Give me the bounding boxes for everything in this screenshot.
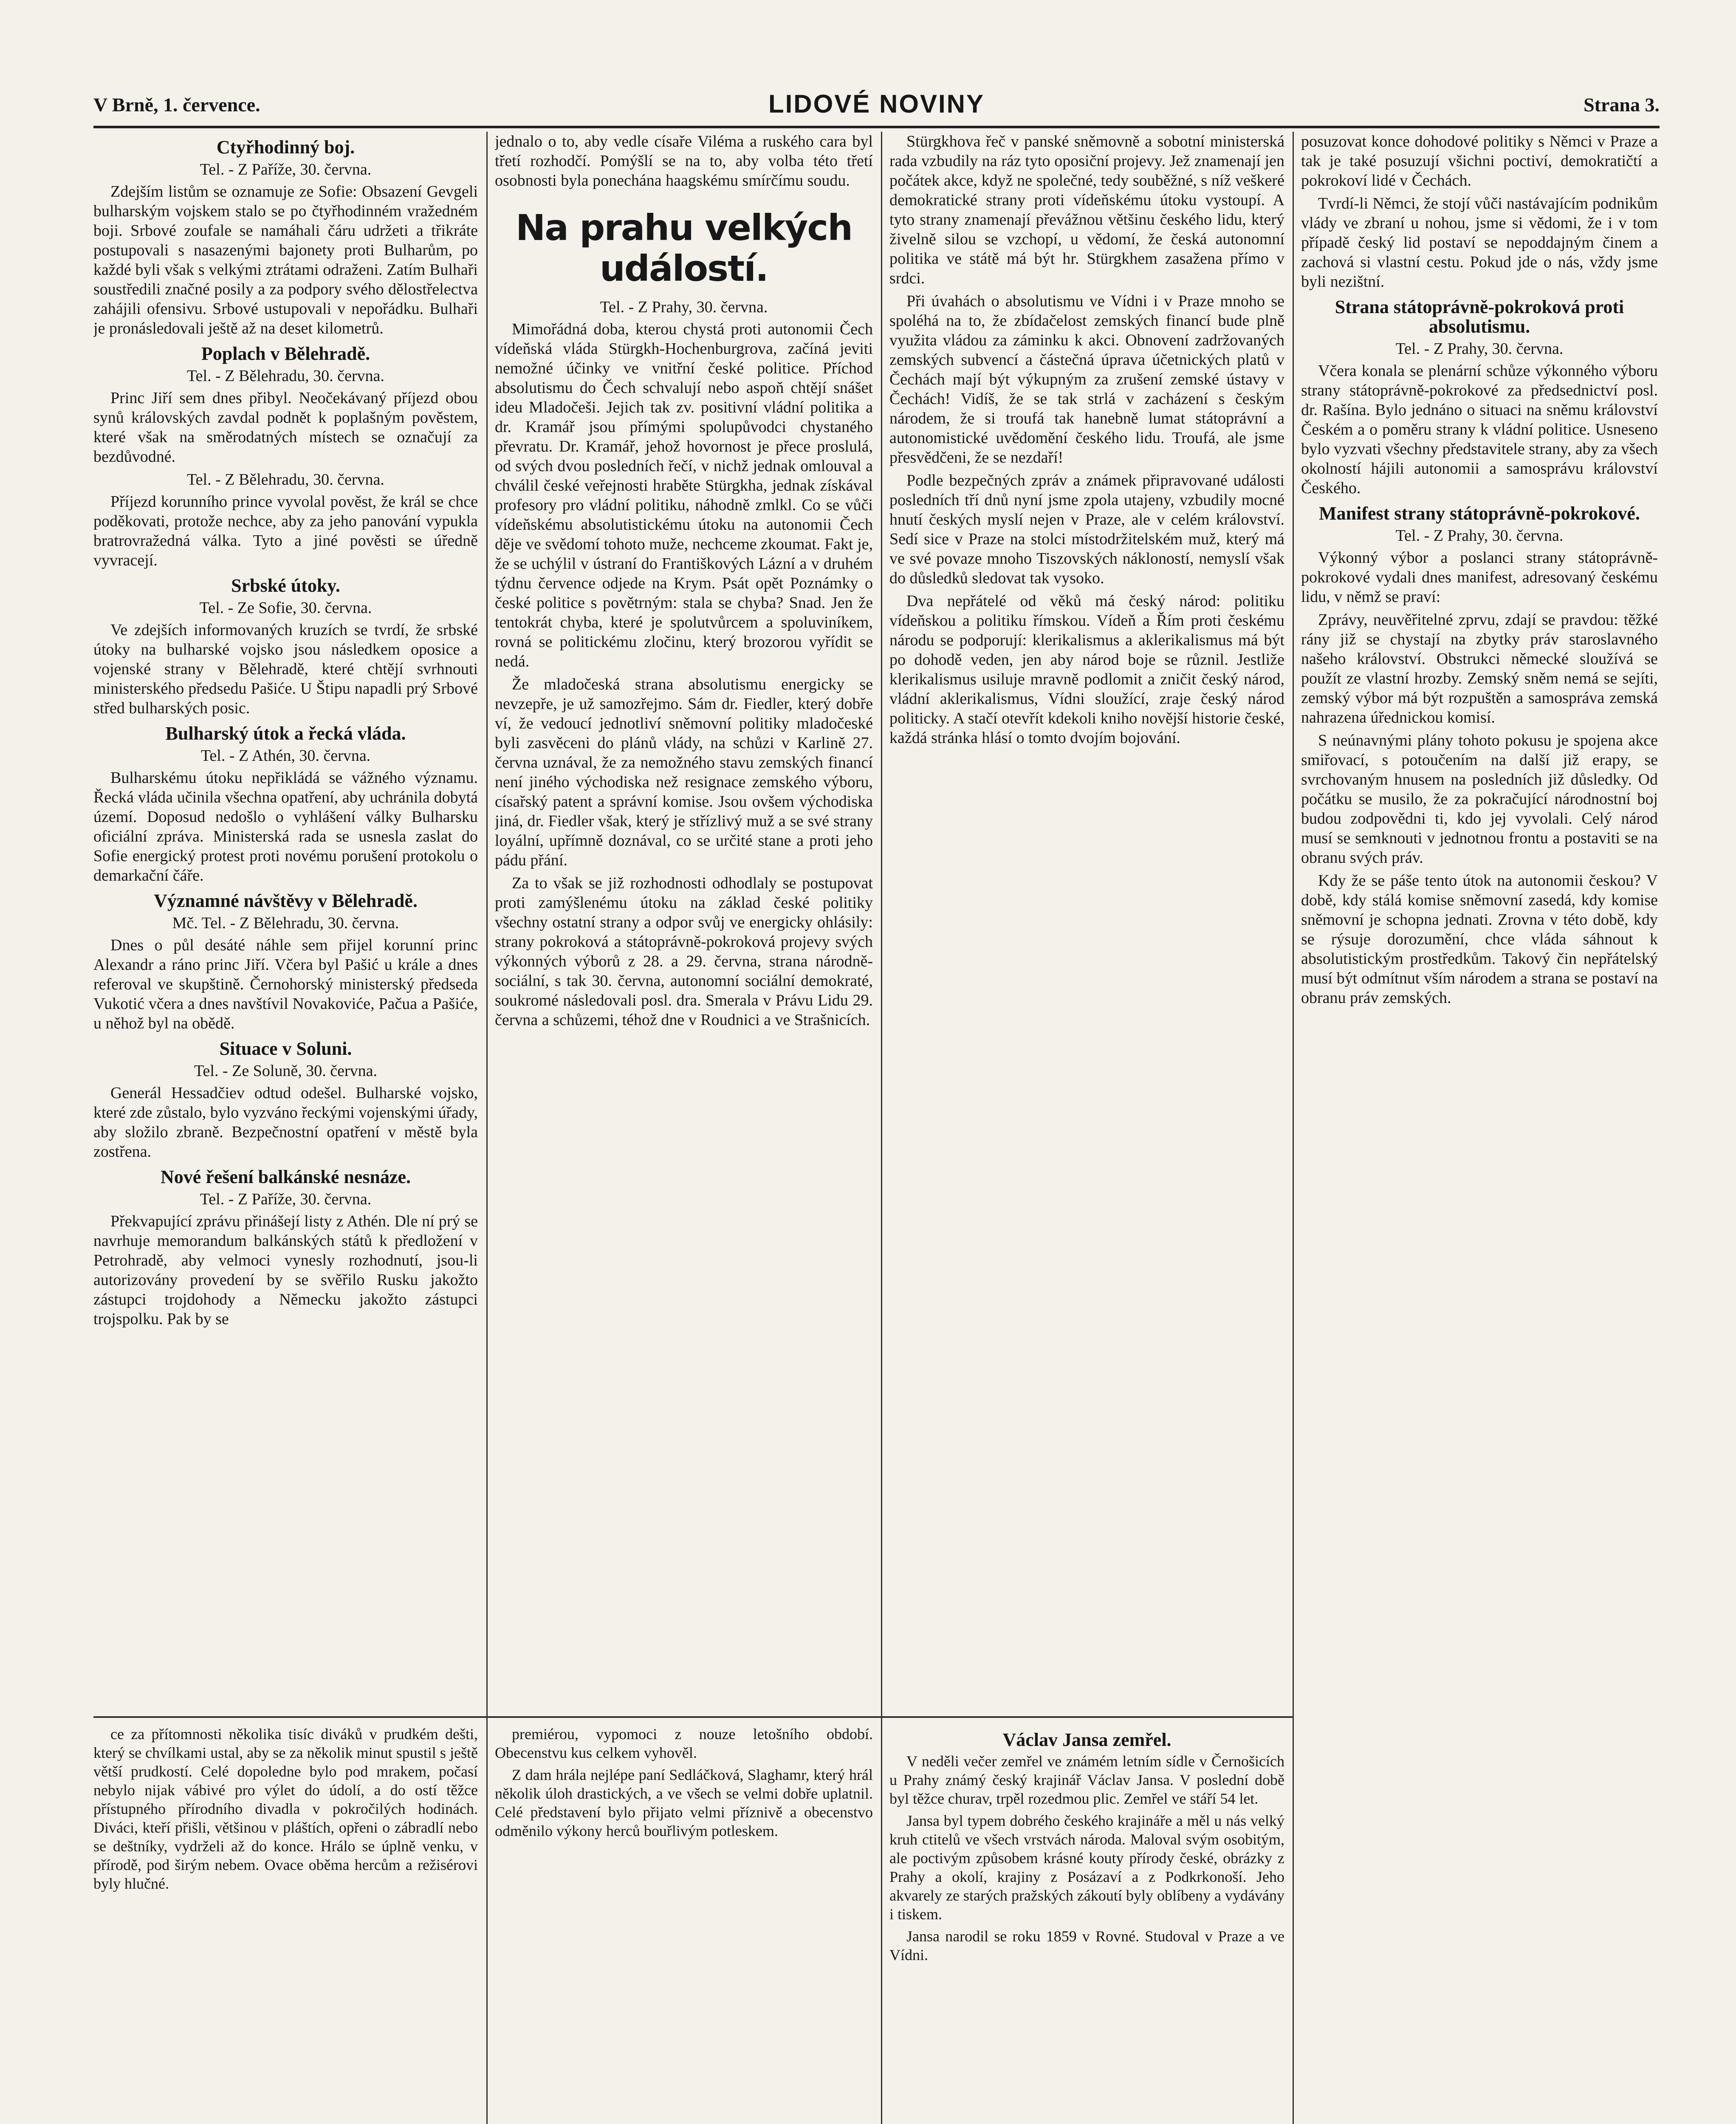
issue-date: V Brně, 1. července.: [93, 94, 260, 116]
dateline: Tel. - Z Bělehradu, 30. června.: [187, 367, 384, 385]
dateline: Tel. - Z Paříže, 30. června.: [200, 161, 372, 178]
article-text: Tvrdí-li Němci, že stojí vůči nastávajícím podnikům vlády ve zbraní u nohou, jsme si vědomi, že i v tom případě český lid postaví se nepoddajným činem a zachová si vlastní cestu. Pokud jde o nás, vždy jsme byli nezištní.: [1301, 195, 1658, 291]
lower-column-1: [93, 1725, 478, 2124]
article-text: Kdy že se páše tento útok na autonomii českou? V době, kdy stálá komise sněmovní zasedá, kdy komise sněmovní je schopna jednati. Zrovna v této době, kdy se rýsuje dorozumění, chce vláda sáhnout k absolutistickým prostředkům. Takový čin nepřátelský musí být odmítnut vším národem a strana se postaví na obranu práv zemských.: [1301, 872, 1658, 1007]
article-text: Zdejším listům se oznamuje ze Sofie: Obsazení Gevgeli bulharským vojskem stalo se po čtyřhodinném vražedném boji. Srbové zoufale se namáhali čáru udržeti a třikráte postupovali s nasazenými bajonety proti Bulharům, po každé byli však s velkými ztrátami odraženi. Zatím Bulhaři soustředili značné posily a za podpory svého dělostřelectva zahájili ofensivu. Srbové ustupovali v nepořádku. Bulhaři je pronásledovali ještě až na deset kilometrů.: [93, 183, 478, 337]
article-text: Dva nepřátelé od věků má český národ: politiku vídeňskou a politiku římskou. Vídeň a Řím proti českému národu se podporují: klerikalismus a aklerikalismus má být po dohodě veden, jen aby národ boje se různil. Jestliže klerikalismus usiluje mravně podlomit a zničit český národ, vládní aklerikalismus, Vídni sloužící, zraje český národ politicky. A stačí otevřít kdekoli kniho novější historie české, každá stránka hlásí o tomto dvojím bojování.: [889, 592, 1284, 747]
lower-column-3: [889, 1725, 1284, 2124]
column-4: [1301, 132, 1658, 2124]
dateline: Tel. - Ze Soluně, 30. června.: [194, 1062, 378, 1080]
column-divider-3: [1293, 132, 1294, 2124]
headline-jansa: Václav Jansa zemřel.: [1002, 1729, 1171, 1750]
article-text: Včera konala se plenární schůze výkonného výboru strany státoprávně-pokrokové za předsednictví posl. dr. Rašína. Bylo jednáno o situaci na sněmu království Českém a o poměru strany k vládní politice. Usneseno bylo vyzvati všechny představitele strany, aby za všech okolností hájili autonomii a samosprávu království Českého.: [1301, 362, 1658, 497]
column-3: [889, 132, 1284, 1712]
article-text: Překvapující zprávu přinášejí listy z Athén. Dle ní prý se navrhuje memorandum balkánských států k předložení v Petrohradě, aby velmoci vynesly rozhodnutí, jsou-li autorizovány provedení by se svěřilo Rusku jakožto zástupci trojdohody a Německu jakožto zástupci trojspolku. Pak by se: [93, 1212, 478, 1328]
article-continuation: posuzovat konce dohodové politiky s Němci v Praze a tak je také posuzují všichni poctiví, demokratičtí a pokrokoví lidé v Čechách.: [1301, 133, 1658, 189]
feuilleton-text: ce za přítomnosti několika tisíc diváků v prudkém dešti, který se chvílkami ustal, aby se za několik minut spustil s ještě větší prudkostí. Celé dopoledne bylo pod mrakem, počasí nebylo nijak vábivé pro výlet do údolí, a do ostí těžce přístupného přírodního divadla v pokročilých hodinách. Diváci, kteří přišli, většinou v pláštích, opřeni o zábradlí nebo se deštníky, vydrželi až do konce. Hrálo se úplně venku, v přírodě, pod širým nebem. Ovace oběma hercům a režisérovi byly hlučné.: [93, 1726, 478, 1892]
headline-poplach: Poplach v Bělehradě.: [201, 343, 370, 364]
column-divider-2: [881, 132, 882, 2124]
article-text: Zprávy, neuvěřitelné zprvu, zdají se pravdou: těžké rány již se chystají na zbytky práv staroslavného našeho království. Obstrukci německé sloužívá se použít ze vlastní hrozby. Zemský sněm nemá se sejíti, zemský výbor má být rozpuštěn a samospráva zemská nahrazena úřednickou komisí.: [1301, 611, 1658, 726]
column-2: [495, 132, 873, 1712]
page-number: Strana 3.: [1584, 94, 1660, 116]
feuilleton-text: premiérou, vypomoci z nouze letošního období. Obecenstvu kus celkem vyhověl.: [495, 1726, 873, 1761]
headline-srbske-utoky: Srbské útoky.: [231, 575, 340, 596]
headline-nove-reseni: Nové řešení balkánské nesnáze.: [160, 1167, 411, 1187]
lower-column-2: [495, 1725, 873, 2124]
headline-situace-v-soluni: Situace v Soluni.: [219, 1038, 352, 1059]
dateline: Mč. Tel. - Z Bělehradu, 30. června.: [172, 914, 399, 932]
newspaper-title: LIDOVÉ NOVINY: [768, 90, 985, 118]
headline-manifest: Manifest strany státoprávně-pokrokové.: [1319, 503, 1640, 524]
dateline: Tel. - Z Paříže, 30. června.: [200, 1190, 372, 1208]
article-text: Výkonný výbor a poslanci strany státoprávně-pokrokové vydali dnes manifest, adresovaný českému lidu, v němž se praví:: [1301, 549, 1658, 606]
dateline: Tel. - Z Prahy, 30. června.: [600, 298, 768, 316]
dateline: Tel. - Z Prahy, 30. června.: [1395, 340, 1564, 358]
article-text: Dnes o půl desáté náhle sem přijel korunní princ Alexandr a ráno princ Jiří. Včera byl Pašić u krále a dnes referoval ve skupštině. Černohorský ministerský předseda Vukotić včera a dnes navštívil Novakoviće, Pačua a Pašiće, u něhož byl na obědě.: [93, 936, 478, 1032]
article-text: Generál Hessadčiev odtud odešel. Bulharské vojsko, které zde zůstalo, bylo vyzváno řeckými vojenskými úřady, aby složilo zbraně. Bezpečnostní opatření v městě byla zostřena.: [93, 1084, 478, 1161]
headline-vyznamne-navstevy: Významné návštěvy v Bělehradě.: [154, 890, 418, 911]
article-text: Stürgkhova řeč v panské sněmovně a sobotní ministerská rada vzbudily na ráz tyto oposiční projevy. Jež znamenají jen počátek akce, když ne společné, tedy souběžné, s níž veškeré demokratické strany proti vídeňskému útoku vystoupí. A tyto strany znamenají převážnou většinu českého lidu, který živelně silou se vzchopí, u vědomí, že česká autonomní politika ve státě má být hr. Stürgkhem zasažena přímo v srdci.: [889, 133, 1284, 287]
article-text: Princ Jiří sem dnes přibyl. Neočekávaný příjezd obou synů královských zavdal podnět k poplašným pověstem, které však na směrodatných místech se označují za bezdůvodné.: [93, 389, 478, 466]
masthead: [93, 89, 1660, 119]
column-1: [93, 132, 478, 1712]
article-text: Při úvahách o absolutismu ve Vídni i v Praze mnoho se spoléhá na to, že zbídačelost zemských financí bude plně využita vládou za záminku k akci. Obnovení zadržovaných zemských subvencí a částečná úprava účetnických platů v Čechách mají být výkupným za zrušení zemské ústavy v Čechách! Vidíš, že se tak strlá v zacházení s českým národem, že si troufá tak hanebně lumat státoprávní a autonomistické uvědomění českého lidu. Troufá, ale jsme přesvědčeni, že se nezdaří!: [889, 292, 1284, 466]
headline-na-prahu: Na prahu velkých událostí.: [515, 207, 852, 289]
obituary-text: Jansa byl typem dobrého českého krajináře a měl u nás velký kruh ctitelů ve všech vrstvách národa. Maloval svým osobitým, ale poctivým způsobem krásné kouty přírody české, obrázky z Prahy a okolí, krajiny z Posázaví a z Podkrkonoší. Jeho akvarely ze starých pražských zákoutí byly oblíbeny a vydávány i tiskem.: [889, 1812, 1284, 1923]
article-text: Za to však se již rozhodnosti odhodlaly se postupovat proti zamýšlenému útoku na základ české politiky všechny ostatní strany a odpor svůj ve energicky ohlásily: strany pokroková a státoprávně-pokroková projevy svých výkonných výborů z 28. a 29. června, strana národně-sociální, s tak 30. června, autonomní sociální demokraté, soukromé následovali posl. dra. Smerala v Právu Lidu 29. června a schůzemi, téhož dne v Roudnici a ve Strašnicích.: [495, 874, 873, 1029]
article-text: S neúnavnými plány tohoto pokusu je spojena akce smiřovací, s potoučením na další již erapy, se svrchovaným hnusem na posledních již důsledky. Od počátku se musilo, že za pokračující národnostní boj budou zodpovědni ti, kdo jej vyvolali. Celý národ musí se semknouti v jednotnou frontu a postaviti se na obranu svých práv.: [1301, 732, 1658, 867]
obituary-text: V neděli večer zemřel ve známém letním sídle v Černošicích u Prahy známý český krajinář Václav Jansa. V poslední době byl těžce churav, trpěl rozedmou plic. Zemřel ve stáří 54 let.: [889, 1753, 1284, 1807]
headline-ctyrhodinny-boj: Ctyřhodinný boj.: [216, 137, 355, 158]
article-text: Že mladočeská strana absolutismu energicky se nevzepře, je už samozřejmo. Sám dr. Fiedler, který dobře ví, že vedoucí jednotliví sněmovní politiky mladočeské byli zasvěceni do plánů vlády, na schůzi v Karlině 27. června uznával, že za nemožného stavu zemských financí není jiného východiska než resignace zemského výboru, císařský patent a správní komise. Jsou ovšem východiska jiná, dr. Fiedler však, který je střízlivý muž a se své strany loyální, upřímně doznával, co se určité stane a proti jeho pádu přání.: [495, 675, 873, 869]
article-continuation: jednalo o to, aby vedle císaře Viléma a ruského cara byl třetí rozhodčí. Pomýšlí se na to, aby volba této třetí osobnosti byla ponechána haagskému smírčímu soudu.: [495, 133, 873, 189]
feuilleton-text: Z dam hrála nejlépe paní Sedláčková, Slaghamr, který hrál několik úloh drastických, a ve všech se velmi dobře uplatnil. Celé představení bylo přijato velmi příznivě a obecenstvo odměnilo výkony herců bouřlivým potleskem.: [495, 1766, 873, 1839]
headline-strana-statopravne: Strana státoprávně-pokroková proti absolutismu.: [1335, 297, 1624, 337]
obituary-text: Jansa narodil se roku 1859 v Rovné. Studoval v Praze a ve Vídni.: [889, 1928, 1284, 1963]
article-text: Mimořádná doba, kterou chystá proti autonomii Čech vídeňská vláda Stürgkh-Hochenburgrova, začíná jeviti nemožné účinky ve vnitřní české politice. Příchod absolutismu do Čech schvalují nebo aspoň chtějí snášet ideu Mladočeši. Jejich tak zv. positivní vládní politika a dr. Kramář jsou přímými spolupůvodci chystaného převratu. Dr. Kramář, jehož hovornost je přece proslulá, od svých dvou posledních řečí, v nichž jednak omlouval a chválil české veřejnosti hraběte Stürgkha, jednak získával profesory pro vládní politiku, náhodně zmlkl. Co se vůči vídeňskému absolutistickému útoku na autonomii Čech děje ve svědomí tohoto muže, nechceme zkoumat. Fakt je, že se uchýlil v ústraní do Františkových Lázní a v druhém týdnu července odjede na Krym. Psát opět Poznámky o české politice s povětrným: stala se chyba? Snad. Jen že tentokrát chyba, které je spolutvůrcem a spoluviníkem, rovná se politickému zločinu, který brozorou vyřídit se nedá.: [495, 320, 873, 670]
dateline: Tel. - Z Bělehradu, 30. června.: [187, 471, 384, 489]
article-text: Bulharskému útoku nepřikládá se vážného významu. Řecká vláda učinila všechna opatření, aby uchránila dobytá území. Doposud nedošlo o vyhlášení války Bulharsku oficiální zpráva. Ministerská rada se usnesla zaslat do Sofie energický protest proti novému porušení protokolu o demarkační čáře.: [93, 769, 478, 884]
dateline: Tel. - Ze Sofie, 30. června.: [199, 599, 372, 617]
column-divider-1: [486, 132, 488, 2124]
section-rule: [93, 1716, 1293, 1718]
article-text: Ve zdejších informovaných kruzích se tvrdí, že srbské útoky na bulharské vojsko jsou následkem oposice a vojenské strany v Bělehradě, které chtějí svrhnouti ministerského předsedu Pašiće. U Štipu napadli prý Srbové střed bulharských posic.: [93, 621, 478, 717]
headline-bulharsky-utok: Bulharský útok a řecká vláda.: [165, 723, 406, 744]
article-text: Příjezd korunního prince vyvolal pověst, že král se chce poděkovati, protože nechce, aby za jeho panování vypukla bratrovražedná válka. Tyto a jiné pověsti se úředně vyvracejí.: [93, 493, 478, 569]
article-text: Podle bezpečných zpráv a známek připravované události posledních tří dnů nyní jsme zpola utajeny, vzbudily mocné hnutí českých myslí nejen v Praze, ale v celém království. Sedí sice v Praze na stolci místodržitelském muž, který má ve své povaze mnoho Tiszovských nákloností, nemyslí však do důsledků sledovat tak vysoko.: [889, 472, 1284, 587]
dateline: Tel. - Z Prahy, 30. června.: [1395, 527, 1564, 545]
dateline: Tel. - Z Athén, 30. června.: [200, 747, 371, 765]
header-rule: [93, 126, 1660, 128]
